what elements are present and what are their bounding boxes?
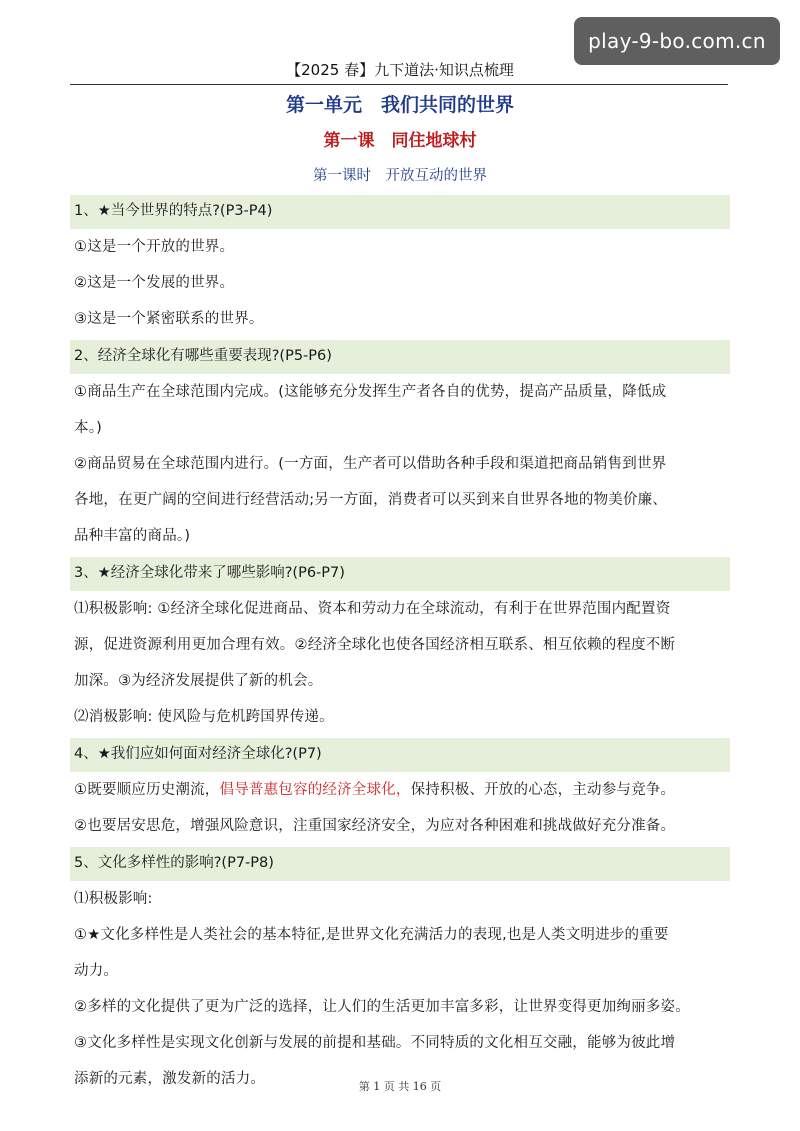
answer-line: 加深。③为经济发展提供了新的机会。 bbox=[74, 673, 323, 689]
highlighted-text: 倡导普惠包容的经济全球化， bbox=[219, 782, 411, 798]
answer-line: ⑴积极影响: bbox=[74, 891, 153, 907]
document-header-title: 【2025 春】九下道法·知识点梳理 bbox=[286, 61, 514, 79]
answer-line: ⑵消极影响: 使风险与危机跨国界传递。 bbox=[74, 709, 334, 725]
answer-line: 本。) bbox=[74, 420, 103, 436]
watermark-badge: play-9-bo.com.cn bbox=[574, 17, 780, 65]
question-heading-2: 2、经济全球化有哪些重要表现?(P5-P6) bbox=[70, 340, 730, 374]
answer-line: ①这是一个开放的世界。 bbox=[74, 239, 235, 255]
answer-text: 保持积极、开放的心态，主动参与竞争。 bbox=[410, 782, 676, 798]
answer-text: ①既要顺应历史潮流， bbox=[74, 782, 220, 798]
header-divider bbox=[70, 84, 728, 85]
answer-line: ①商品生产在全球范围内完成。(这能够充分发挥生产者各自的优势，提高产品质量，降低成 bbox=[74, 384, 667, 400]
question-heading-4: 4、★我们应如何面对经济全球化?(P7) bbox=[70, 738, 730, 772]
document-body bbox=[70, 192, 730, 1097]
unit-title: 第一单元 我们共同的世界 bbox=[285, 94, 514, 116]
answer-line: ②也要居安思危，增强风险意识，注重国家经济安全，为应对各种困难和挑战做好充分准备。 bbox=[74, 818, 676, 834]
lesson-title: 第一课 同住地球村 bbox=[323, 131, 477, 151]
answer-line: ③这是一个紧密联系的世界。 bbox=[74, 311, 264, 327]
question-heading-5: 5、文化多样性的影响?(P7-P8) bbox=[70, 847, 730, 881]
answer-line: 添新的元素，激发新的活力。 bbox=[74, 1071, 266, 1087]
answer-line: 动力。 bbox=[74, 963, 119, 979]
period-title: 第一课时 开放互动的世界 bbox=[313, 168, 487, 184]
question-heading-3: 3、★经济全球化带来了哪些影响?(P6-P7) bbox=[70, 557, 730, 591]
answer-line: 品种丰富的商品。) bbox=[74, 528, 191, 544]
answer-line: ③文化多样性是实现文化创新与发展的前提和基础。不同特质的文化相互交融，能够为彼此增 bbox=[74, 1035, 676, 1051]
page-number-footer: 第 1 页 共 16 页 bbox=[358, 1080, 442, 1093]
answer-line bbox=[70, 772, 730, 808]
answer-line: 源，促进资源利用更加合理有效。②经济全球化也使各国经济相互联系、相互依赖的程度不断 bbox=[74, 637, 676, 653]
answer-line: ①★文化多样性是人类社会的基本特征,是世界文化充满活力的表现,也是人类文明进步的重要 bbox=[74, 927, 669, 943]
answer-line: ②多样的文化提供了更为广泛的选择，让人们的生活更加丰富多彩，让世界变得更加绚丽多姿。 bbox=[74, 999, 690, 1015]
answer-line: ②商品贸易在全球范围内进行。(一方面，生产者可以借助各种手段和渠道把商品销售到世界 bbox=[74, 456, 667, 472]
question-heading-1: 1、★当今世界的特点?(P3-P4) bbox=[70, 195, 730, 229]
answer-line: 各地，在更广阔的空间进行经营活动;另一方面，消费者可以买到来自世界各地的物美价廉、 bbox=[74, 492, 668, 508]
answer-line: ⑴积极影响: ①经济全球化促进商品、资本和劳动力在全球流动，有利于在世界范围内配置资 bbox=[74, 601, 671, 617]
answer-line: ②这是一个发展的世界。 bbox=[74, 275, 235, 291]
